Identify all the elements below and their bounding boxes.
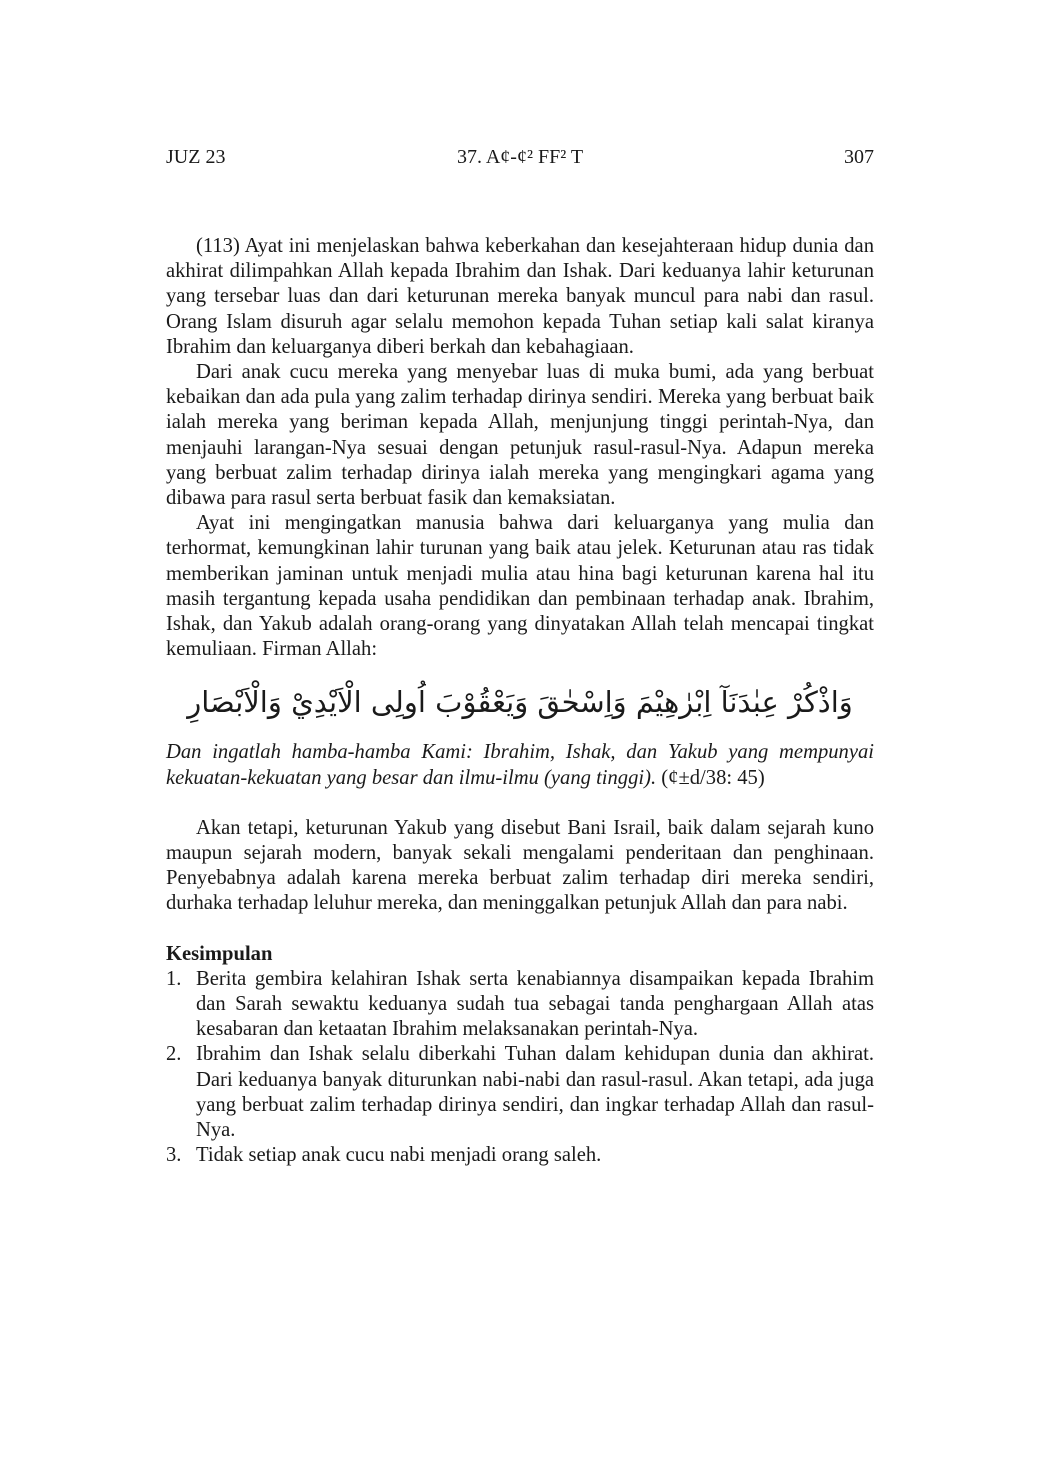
juz-label: JUZ 23 xyxy=(166,146,226,168)
page-number: 307 xyxy=(844,146,874,168)
surah-title: 37. A¢-¢² FF² T xyxy=(456,146,584,168)
list-item xyxy=(166,1143,874,1168)
list-item-text: Berita gembira kelahiran Ishak serta kenabiannya disampaikan kepada Ibrahim dan Sarah sewaktu keduanya sudah tua sebagai tanda penghargaan Allah atas kesabaran dan ketaatan Ibrahim melaksanakan perintah-Nya. xyxy=(196,967,874,1041)
list-item xyxy=(166,1042,874,1143)
translation-text: Dan ingatlah hamba-hamba Kami: Ibrahim, Ishak, dan Yakub yang mempunyai kekuatan-kekuatan yang besar dan ilmu-ilmu (yang tinggi). xyxy=(166,741,874,789)
verse-reference: (¢±d/38: 45) xyxy=(661,766,765,789)
page-body xyxy=(166,234,874,1169)
running-header xyxy=(166,146,874,174)
list-item xyxy=(166,967,874,1043)
conclusion-heading: Kesimpulan xyxy=(166,942,273,965)
list-item-text: Tidak setiap anak cucu nabi menjadi orang saleh. xyxy=(196,1144,602,1167)
paragraph-bani-israil: Akan tetapi, keturunan Yakub yang disebut Bani Israil, baik dalam sejarah kuno maupun sejarah modern, banyak sekali mengalami penderitaan dan penghinaan. Penyebabnya adalah karena mereka berbuat zalim terhadap diri mereka sendiri, durhaka terhadap leluhur mereka, dan meninggalkan petunjuk Allah dan para nabi. xyxy=(166,816,874,915)
list-item-text: Ibrahim dan Ishak selalu diberkahi Tuhan dalam kehidupan dunia dan akhirat. Dari keduanya banyak diturunkan nabi-nabi dan rasul-rasul. Akan tetapi, ada juga yang berbuat zalim terhadap dirinya sendiri, dan ingkar terhadap Allah dan rasul-Nya. xyxy=(196,1043,874,1142)
conclusion-list xyxy=(166,967,874,1169)
verse-translation xyxy=(166,740,874,790)
list-item-number: 2. xyxy=(166,1043,182,1066)
paragraph-lineage: Ayat ini mengingatkan manusia bahwa dari keluarganya yang mulia dan terhormat, kemungkinan lahir turunan yang baik atau jelek. Keturunan atau ras tidak memberikan jaminan untuk menjadi mulia atau hina bagi keturunan karena hal itu masih tergantung kepada usaha pendidikan dan pembinaan terhadap anak. Ibrahim, Ishak, dan Yakub adalah orang-orang yang dinyatakan Allah telah mencapai tingkat kemuliaan. Firman Allah: xyxy=(166,512,874,661)
arabic-verse: وَاذْكُرْ عِبٰدَنَآ اِبْرٰهِيْمَ وَاِسْحٰقَ وَيَعْقُوْبَ اُولِى الْاَيْدِيْ وَالْاَبْصَارِ xyxy=(187,685,853,720)
paragraph-113: (113) Ayat ini menjelaskan bahwa keberkahan dan kesejahteraan hidup dunia dan akhirat dilimpahkan Allah kepada Ibrahim dan Ishak. Dari keduanya lahir keturunan yang tersebar luas dan dari keturunan mereka banyak muncul para nabi dan rasul. Orang Islam disuruh agar selalu memohon kepada Tuhan setiap kali salat kiranya Ibrahim dan keluarganya diberi berkah dan kebahagiaan. xyxy=(166,235,874,358)
list-item-number: 1. xyxy=(166,967,182,990)
paragraph-descendants: Dari anak cucu mereka yang menyebar luas di muka bumi, ada yang berbuat kebaikan dan ada pula yang zalim terhadap dirinya sendiri. Mereka yang berbuat baik ialah mereka yang beriman kepada Allah, menjunjung tinggi perintah-Nya, dan menjauhi larangan-Nya sesuai dengan petunjuk rasul-rasul-Nya. Adapun mereka yang berbuat zalim terhadap dirinya ialah mereka yang mengingkari agama yang dibawa para rasul serta berbuat fasik dan kemaksiatan. xyxy=(166,361,874,510)
list-item-number: 3. xyxy=(166,1144,182,1167)
